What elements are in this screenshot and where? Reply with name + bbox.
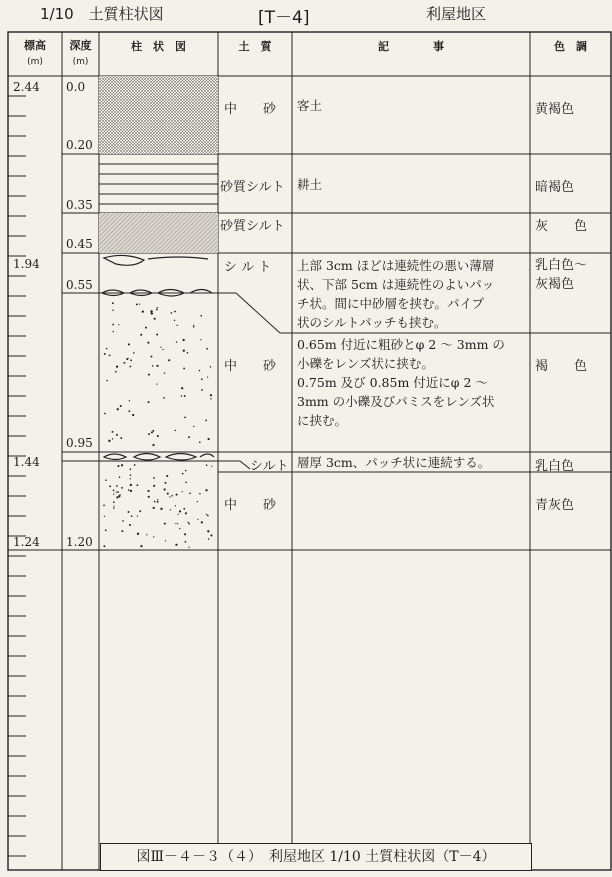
soil-color: 暗褐色 — [535, 180, 575, 195]
layer-note — [297, 335, 529, 430]
soil-name: 中 砂 — [224, 102, 277, 117]
soil-name: 砂質シルト — [220, 219, 285, 234]
depth-value: 0.45 — [66, 237, 93, 251]
header-elevation-label: 標高 — [24, 39, 46, 52]
header-elevation-unit: (m) — [27, 57, 43, 67]
depth-value: 0.0 — [66, 80, 86, 94]
site-name: 利屋地区 — [426, 5, 487, 23]
header-notes: 記 事 — [378, 40, 444, 53]
note-line: 上部 3cm ほどは連続性の悪い薄層 — [297, 258, 495, 273]
header-color: 色 調 — [554, 40, 587, 53]
layer-fill-sandy-silt-lines — [99, 164, 218, 204]
scale-title: 1/10 土質柱状図 — [40, 5, 164, 23]
soil-color: 青灰色 — [535, 498, 575, 513]
layer-fill-fine-sand-top — [99, 76, 218, 154]
figure-caption: 図Ⅲ－４－３（４） 利屋地区 1/10 土質柱状図（T－4） — [100, 843, 532, 871]
depth-value: 0.55 — [66, 278, 93, 292]
note-line: 0.75m 及び 0.85m 付近にφ 2 〜 — [297, 375, 488, 390]
boring-id: [T－4] — [258, 8, 310, 28]
header-elevation — [8, 32, 62, 76]
layer-fill-sandy-silt-gray — [99, 213, 218, 253]
soil-color: 黄褐色 — [535, 102, 575, 117]
note-line: 状のシルトパッチも挟む。 — [297, 315, 447, 330]
note-line: 3mm の小礫及びパミスをレンズ状 — [297, 394, 495, 409]
soil-color — [535, 256, 587, 294]
note-line: チ状。間に中砂層を挟む。パイプ — [297, 296, 485, 311]
soil-name: 砂質シルト — [220, 180, 285, 195]
sand-dots — [103, 302, 212, 548]
header-soil: 土 質 — [238, 40, 272, 53]
soil-name: 中 砂 — [224, 498, 277, 513]
layer-note: 層厚 3cm、パッチ状に連続する。 — [297, 455, 491, 470]
table-frame — [8, 32, 611, 870]
scale-ticks — [8, 96, 26, 856]
note-line: に挟む。 — [297, 413, 348, 428]
elevation-value: 1.44 — [13, 455, 40, 469]
silt-lenses — [102, 255, 214, 460]
header-depth — [62, 32, 99, 76]
depth-value: 0.20 — [66, 138, 93, 152]
elevation-value: 1.94 — [13, 257, 40, 271]
header-depth-unit: (m) — [72, 57, 89, 67]
layer-note — [297, 256, 529, 332]
header-column: 柱 状 図 — [131, 40, 186, 53]
color-line: 乳白色〜 — [535, 258, 588, 273]
layer-note: 耕土 — [297, 177, 323, 192]
note-line: 小礫をレンズ状に挟む。 — [297, 356, 434, 371]
soil-name: 中 砂 — [224, 359, 277, 374]
elevation-value: 1.24 — [13, 535, 40, 549]
header-depth-label: 深度 — [69, 39, 92, 52]
soil-name: シルト — [250, 459, 289, 474]
note-line: 0.65m 付近に粗砂とφ 2 〜 3mm の — [297, 337, 505, 352]
soil-color: 乳白色 — [535, 459, 575, 474]
elevation-value: 2.44 — [13, 80, 40, 94]
depth-value: 1.20 — [66, 535, 93, 549]
color-line: 灰褐色 — [535, 277, 575, 292]
note-line: 状、下部 5cm は連続性のよいパッ — [297, 277, 495, 292]
depth-value: 0.35 — [66, 198, 93, 212]
soil-name: シ ル ト — [224, 260, 272, 275]
soil-color: 褐 色 — [535, 359, 588, 374]
layer-note: 客土 — [297, 98, 323, 113]
soil-color: 灰 色 — [535, 219, 588, 234]
depth-value: 0.95 — [66, 436, 93, 450]
